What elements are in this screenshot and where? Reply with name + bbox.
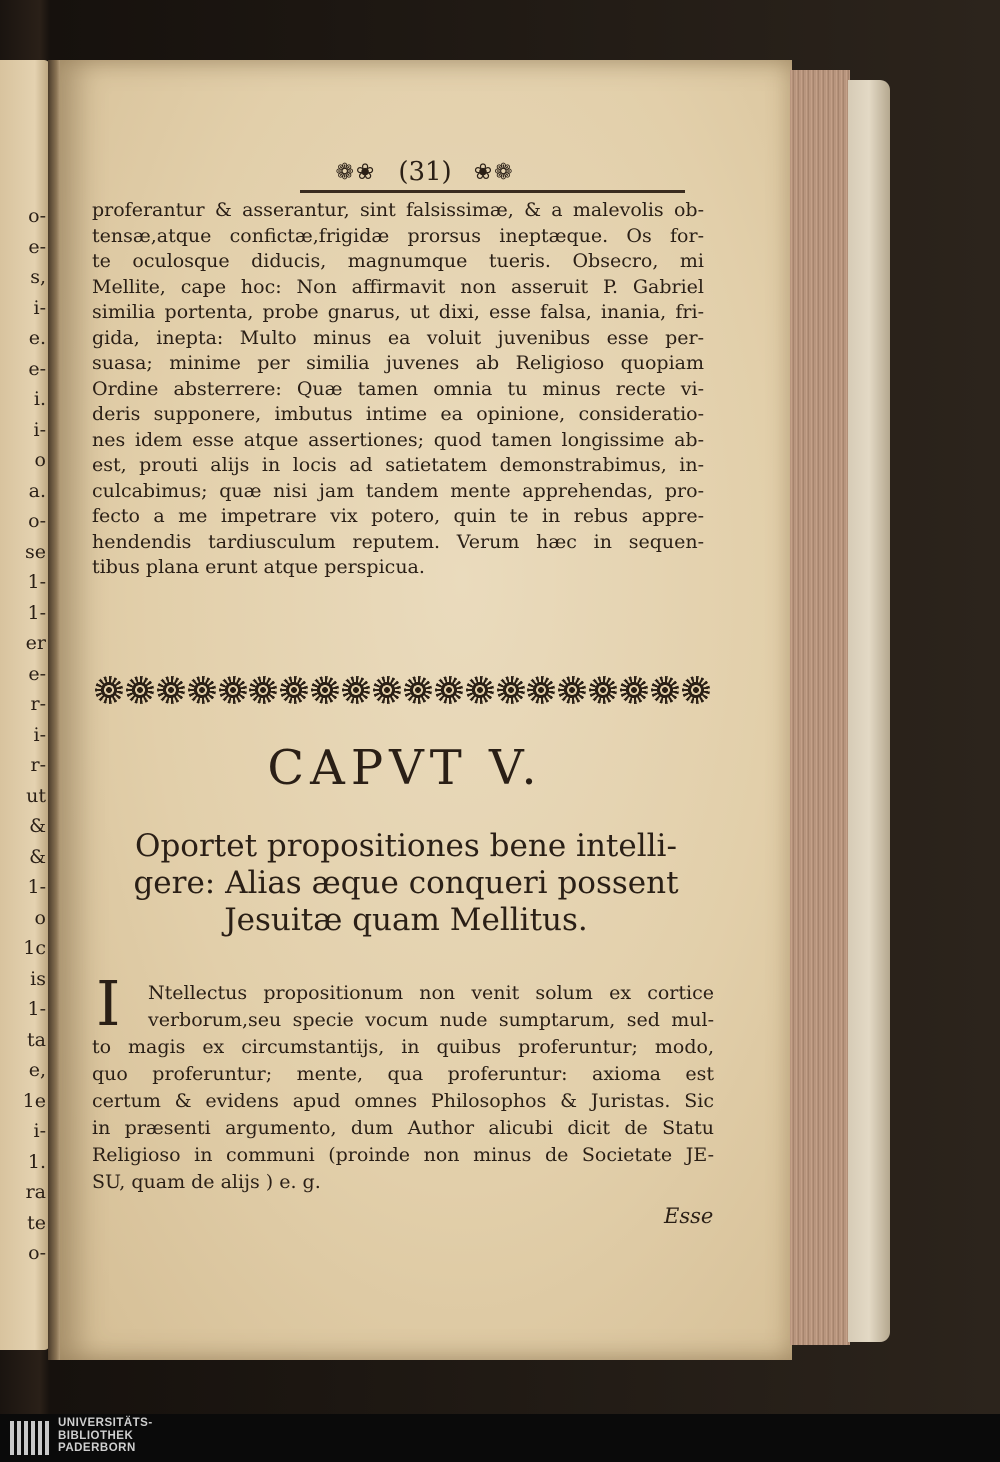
left-page-fragment: e- [28, 662, 46, 685]
text-line: similia portenta, probe gnarus, ut dixi, esse falsa, inania, fri- [92, 301, 704, 323]
rosette-ornament-icon [435, 676, 463, 704]
text-line: deris supponere, imbutus intime ea opinione, consideratio- [92, 403, 704, 425]
text-line: est, prouti alijs in locis ad satietatem demonstrabimus, in- [92, 454, 704, 476]
paragraph-2 [92, 980, 714, 1196]
rosette-ornament-icon [527, 676, 555, 704]
text-line: Religioso in communi (proinde non minus de Societate JE- [92, 1144, 714, 1166]
rosette-ornament-icon [373, 676, 401, 704]
left-page-fragment: r- [30, 693, 46, 715]
text-line: tibus plana erunt atque perspicua. [92, 556, 425, 578]
left-page-fragment: e- [28, 357, 46, 380]
rosette-ornament-icon [311, 676, 339, 704]
left-page-fragment: i. [33, 388, 46, 410]
text-line: SU, quam de alijs ) e. g. [92, 1171, 321, 1193]
left-page-fragment: ra [25, 1181, 46, 1203]
left-page-fragment: i- [33, 418, 46, 441]
chapter-subtitle [96, 828, 716, 939]
rosette-ornament-icon [188, 676, 216, 704]
running-header [215, 150, 635, 194]
text-line: quo proferuntur; mente, qua proferuntur: axioma est [92, 1063, 714, 1085]
rosette-ornament-icon [126, 676, 154, 704]
left-page-fragment: a. [28, 479, 46, 502]
left-page-fragment: er [25, 632, 46, 654]
text-line: tensæ,atque confictæ,frigidæ prorsus ineptæque. Os for- [92, 224, 704, 247]
library-name-line-3: PADERBORN [58, 1442, 136, 1454]
book-cover [848, 80, 890, 1342]
left-page-fragment: e- [28, 235, 46, 258]
library-footer [0, 1414, 1000, 1462]
library-logo-icon [10, 1421, 49, 1455]
left-page-fragment: & [29, 845, 46, 868]
left-page-fragment: is [30, 967, 46, 990]
left-page-fragment: & [29, 815, 46, 837]
left-page-fragment: r- [30, 754, 46, 776]
left-page-fragment: te [27, 1211, 46, 1234]
text-line: te oculosque diducis, magnumque tueris. Obsecro, mi [92, 250, 704, 272]
ornament-rosette-row [95, 670, 710, 710]
library-name [58, 1417, 153, 1455]
left-page-fragment: e, [28, 1059, 46, 1081]
rosette-ornament-icon [620, 676, 648, 704]
text-line: nes idem esse atque assertiones; quod tamen longissime ab- [92, 428, 704, 451]
left-page-fragment: 1e [22, 1089, 46, 1112]
subtitle-line: Oportet propositiones bene intelli- [135, 828, 677, 864]
text-line: suasa; minime per similia juvenes ab Religioso quopiam [92, 352, 704, 374]
rosette-ornament-icon [342, 676, 370, 704]
rosette-ornament-icon [95, 676, 123, 704]
left-page-edge [0, 60, 50, 1350]
rosette-ornament-icon [157, 676, 185, 704]
left-page-fragment: o [34, 449, 46, 471]
left-page-fragment: 1- [27, 998, 46, 1020]
left-page-fragment: 1c [23, 937, 46, 959]
rosette-ornament-icon [682, 676, 710, 704]
drop-capital: I [96, 967, 121, 1040]
header-ornament-right: ❀❁ [473, 159, 515, 185]
library-name-line-2: BIBLIOTHEK [58, 1429, 134, 1442]
subtitle-line: Jesuitæ quam Mellitus. [224, 902, 588, 938]
page-edges [790, 70, 850, 1345]
left-page-fragment: o- [28, 1242, 46, 1264]
text-line: in præsenti argumento, dum Author alicubi dicit de Statu [92, 1117, 714, 1139]
left-page-fragment: o- [28, 510, 46, 532]
rosette-ornament-icon [651, 676, 679, 704]
text-line: Ntellectus propositionum non venit solum ex cortice [148, 982, 714, 1004]
paragraph-1 [92, 198, 704, 581]
rosette-ornament-icon [280, 676, 308, 704]
left-page-fragment: i- [33, 1120, 46, 1142]
left-page-fragment: se [25, 540, 46, 563]
rosette-ornament-icon [497, 676, 525, 704]
rosette-ornament-icon [404, 676, 432, 704]
left-page-fragment: e. [28, 327, 46, 349]
left-page-fragment: ta [27, 1028, 46, 1051]
catchword: Esse [664, 1204, 714, 1228]
chapter-title: CAPVT V. [267, 740, 543, 796]
text-line: Mellite, cape hoc: Non affirmavit non asseruit P. Gabriel [92, 275, 704, 298]
header-rule [300, 190, 685, 193]
text-line: verborum,seu specie vocum nude sumptarum, sed mul- [148, 1009, 714, 1031]
left-page-fragment: ut [26, 784, 46, 807]
text-line: proferantur & asserantur, sint falsissimæ, & a malevolis ob- [92, 199, 704, 221]
left-page-fragment: o- [28, 205, 46, 227]
left-page-fragment: s, [30, 266, 46, 288]
rosette-ornament-icon [589, 676, 617, 704]
rosette-ornament-icon [466, 676, 494, 704]
left-page-fragment: i- [33, 296, 46, 319]
left-page-fragment: 1- [27, 571, 46, 593]
left-page-fragment: 1- [27, 601, 46, 624]
library-name-line-1: UNIVERSITÄTS- [58, 1417, 153, 1429]
text-line: culcabimus; quæ nisi jam tandem mente apprehendas, pro- [92, 479, 704, 502]
left-page-fragment: 1. [27, 1150, 46, 1173]
rosette-ornament-icon [249, 676, 277, 704]
left-page-fragment: 1- [27, 876, 46, 898]
subtitle-line: gere: Alias æque conqueri possent [133, 865, 679, 901]
page-number: (31) [398, 157, 452, 187]
text-line: certum & evidens apud omnes Philosophos & Juristas. Sic [92, 1090, 714, 1112]
text-line: to magis ex circumstantijs, in quibus proferuntur; modo, [92, 1036, 714, 1058]
rosette-ornament-icon [558, 676, 586, 704]
text-line: Ordine absterrere: Quæ tamen omnia tu minus recte vi- [92, 377, 704, 400]
left-page-fragment: i- [33, 723, 46, 746]
text-line: hendendis tardiusculum reputem. Verum hæc in sequen- [92, 530, 704, 553]
header-ornament-left: ❁❀ [335, 159, 377, 185]
text-line: fecto a me impetrare vix potero, quin te in rebus appre- [92, 505, 704, 527]
left-page-fragment: o [34, 906, 46, 929]
text-line: gida, inepta: Multo minus ea voluit juvenibus esse per- [92, 326, 704, 349]
rosette-ornament-icon [219, 676, 247, 704]
